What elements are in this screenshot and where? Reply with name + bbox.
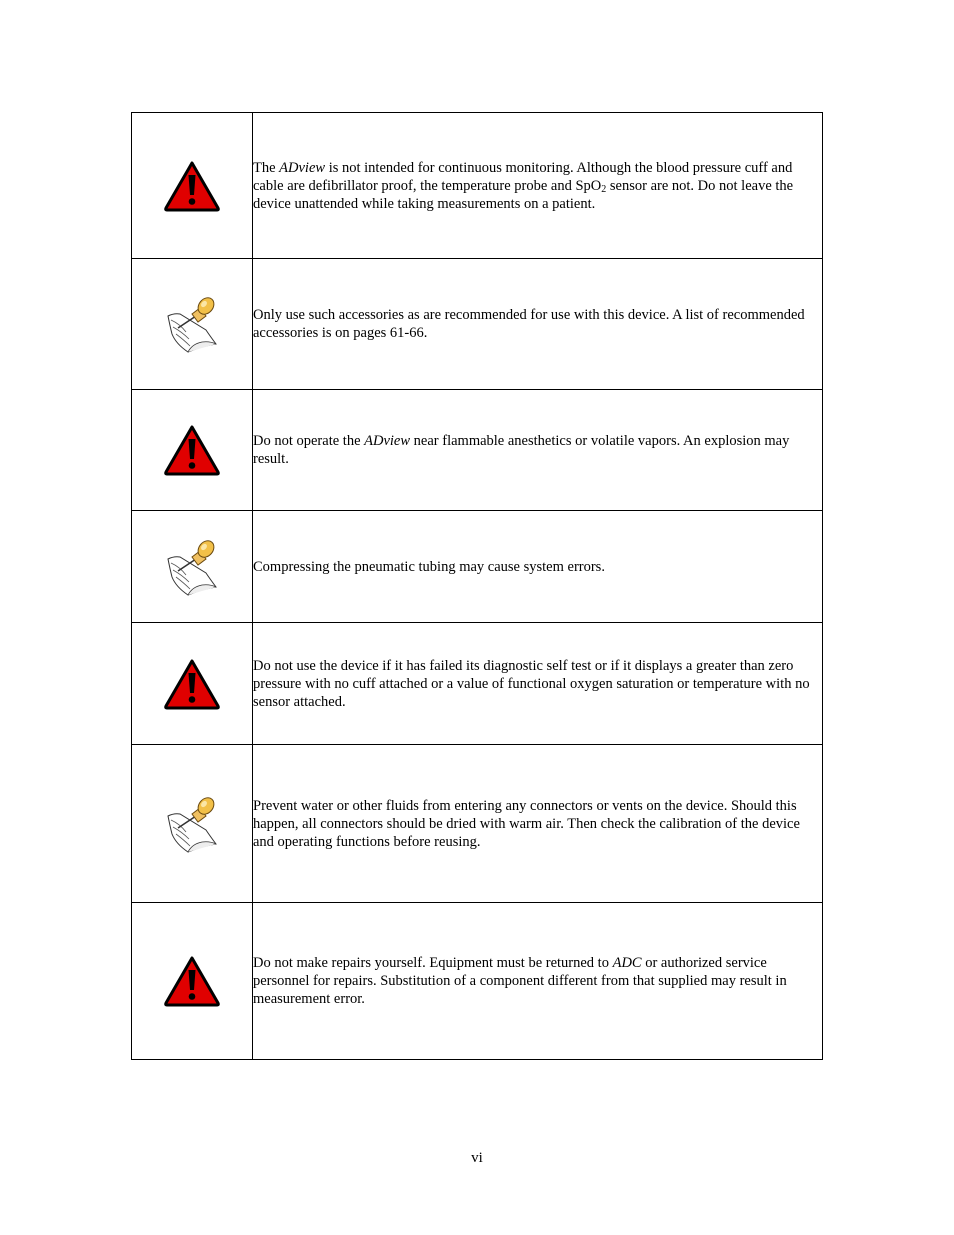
product-name: ADview [279, 159, 326, 176]
warning-icon [163, 424, 221, 476]
text-run: or authorized service personnel for repairs. Substitution of a component different from that supplied may result in measurement error. [253, 955, 787, 1007]
notice-icon-cell [132, 113, 253, 259]
notice-text [253, 113, 823, 259]
notice-row [132, 259, 823, 390]
note-pushpin-icon [162, 294, 222, 354]
product-name: ADC [612, 955, 642, 971]
text-run: Do not operate the [253, 433, 365, 449]
notice-icon-cell [132, 745, 253, 903]
product-name: ADview [364, 433, 411, 449]
text-run: Do not make repairs yourself. Equipment must be returned to [253, 955, 613, 971]
notice-text [253, 259, 823, 390]
text-run: The [253, 159, 280, 176]
note-pushpin-icon [162, 794, 222, 854]
text-run: Only use such accessories as are recommended for use with this device. A list of recommended accessories is on pages 61-66. [253, 307, 805, 341]
notice-icon-cell [132, 390, 253, 511]
notices-body [132, 113, 823, 1060]
warning-icon [163, 160, 221, 212]
text-run: Do not use the device if it has failed its diagnostic self test or if it displays a greater than zero pressure with no cuff attached or a value of functional oxygen saturation or temperature with no sensor attached. [253, 657, 810, 710]
notice-row [132, 745, 823, 903]
text-run: Compressing the pneumatic tubing may cause system errors. [253, 558, 605, 575]
notice-icon-cell [132, 623, 253, 745]
warning-icon [163, 955, 221, 1007]
notice-icon-cell [132, 903, 253, 1060]
note-pushpin-icon [162, 537, 222, 597]
notice-text [253, 745, 823, 903]
text-run: is not intended for continuous monitoring. Although the blood pressure cuff and cable are defibrillator proof, the temperature probe and SpO [253, 159, 793, 194]
notice-row [132, 903, 823, 1060]
notice-text [253, 511, 823, 623]
notice-icon-cell [132, 511, 253, 623]
warning-icon [163, 658, 221, 710]
notices-table [131, 112, 823, 1060]
text-run: sensor are not. Do not leave the device unattended while taking measurements on a patient. [253, 177, 794, 212]
notice-text [253, 623, 823, 745]
notice-text [253, 390, 823, 511]
page-number: vi [471, 1150, 483, 1166]
notice-text [253, 903, 823, 1060]
notice-icon-cell [132, 259, 253, 390]
text-run: near flammable anesthetics or volatile vapors. An explosion may result. [253, 433, 790, 467]
notice-row [132, 511, 823, 623]
subscript: 2 [601, 183, 607, 195]
notice-row [132, 113, 823, 259]
notice-row [132, 623, 823, 745]
notice-row [132, 390, 823, 511]
text-run: Prevent water or other fluids from entering any connectors or vents on the device. Should this happen, all connectors should be dried with warm air. Then check the calibration of the device and operating functions before reusing. [253, 797, 800, 850]
